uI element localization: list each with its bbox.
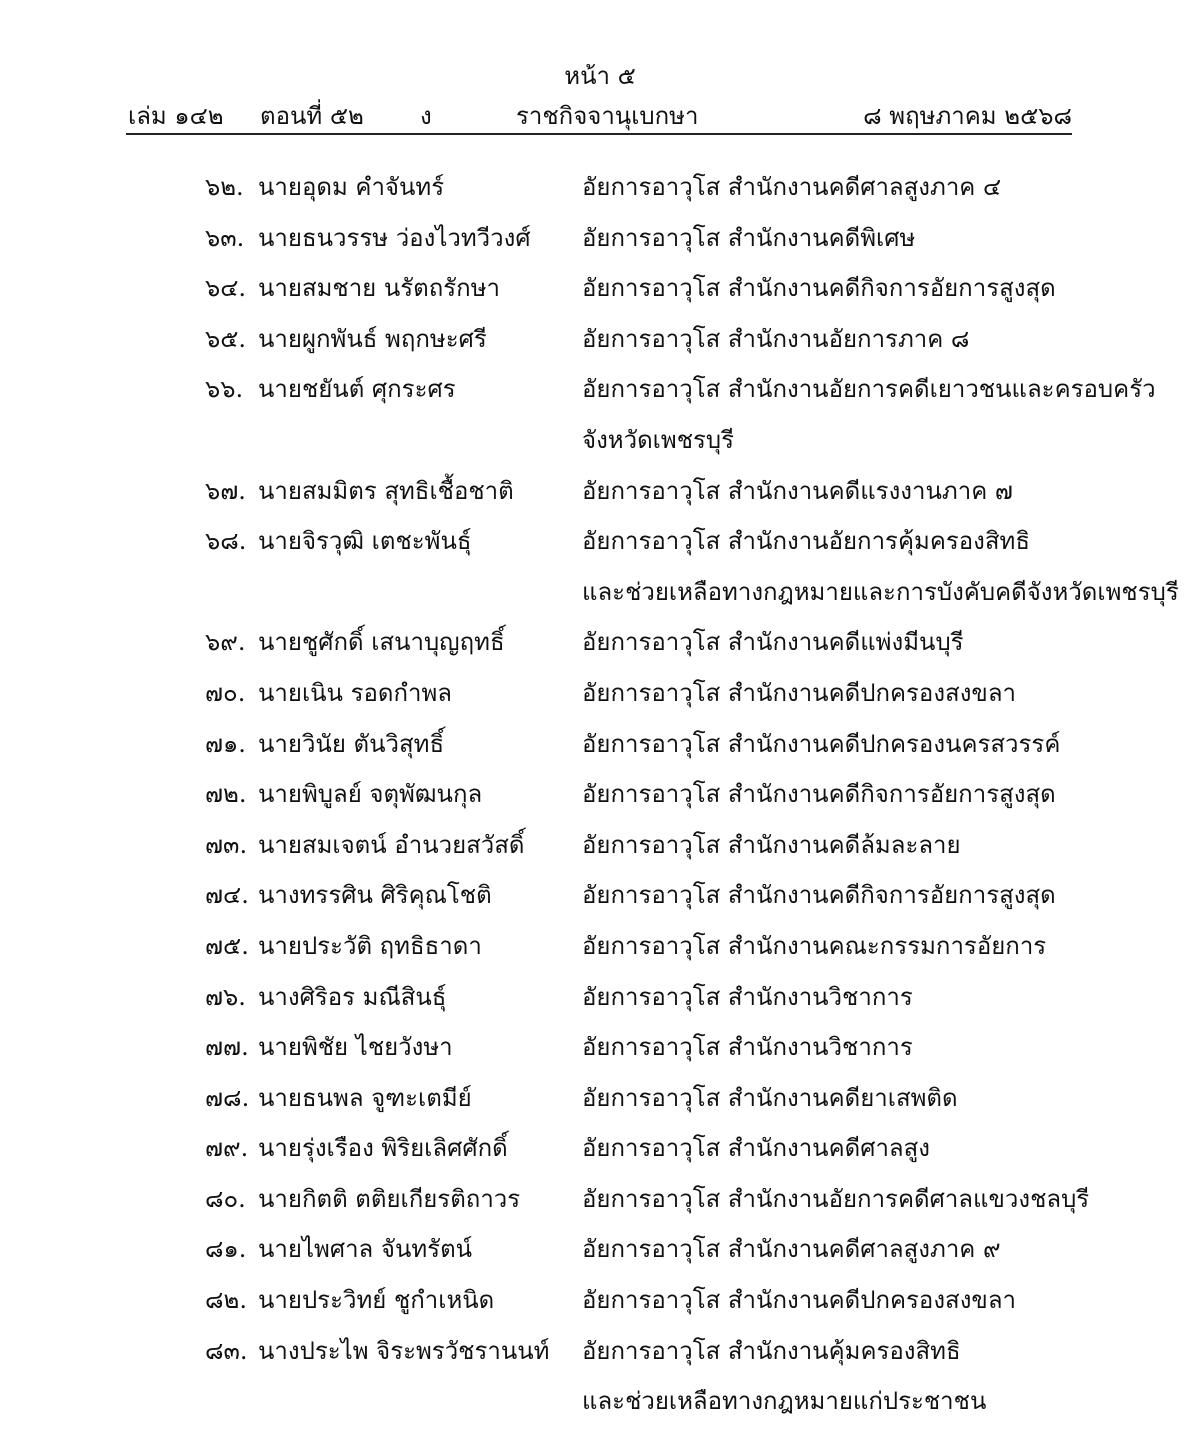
- entry-number: ๗๑.: [205, 729, 246, 758]
- person-name: นางประไพ จิระพรวัชรานนท์: [258, 1336, 550, 1365]
- list-item: [0, 921, 1200, 972]
- position-line: อัยการอาวุโส สำนักงานคดีกิจการอัยการสูงสุด: [582, 881, 1056, 910]
- entry-number: ๘๐.: [205, 1184, 246, 1213]
- position-line: และช่วยเหลือทางกฎหมายแก่ประชาชน: [582, 1387, 987, 1416]
- entry-number: ๖๕.: [205, 324, 247, 353]
- list-item: [0, 972, 1200, 1023]
- position-line: อัยการอาวุโส สำนักงานคดีกิจการอัยการสูงสุด: [582, 274, 1056, 303]
- list-item: [0, 617, 1200, 668]
- entry-number: ๖๒.: [205, 173, 244, 201]
- position-line: อัยการอาวุโส สำนักงานอัยการคดีเยาวชนและครอบครัว: [582, 375, 1156, 404]
- list-item: [0, 314, 1200, 365]
- list-item: [0, 263, 1200, 314]
- page-number: หน้า ๕: [564, 62, 636, 90]
- person-name: นายอุดม คำจันทร์: [258, 173, 445, 201]
- person-name: นายไพศาล จันทรัตน์: [258, 1235, 473, 1264]
- entry-number: ๗๗.: [205, 1033, 249, 1062]
- person-name: นางศิริอร มณีสินธุ์: [258, 982, 447, 1011]
- entry-number: ๘๑.: [205, 1235, 247, 1264]
- person-name: นายสมมิตร สุทธิเชื้อชาติ: [258, 476, 514, 505]
- person-name: นายประวิทย์ ชูกำเหนิด: [258, 1286, 495, 1315]
- position-line: อัยการอาวุโส สำนักงานคดีปกครองสงขลา: [582, 678, 1017, 707]
- list-item: [0, 364, 1200, 465]
- person-name: นายสมชาย นรัตถรักษา: [258, 274, 501, 303]
- entry-number: ๘๓.: [205, 1336, 248, 1365]
- position-line: อัยการอาวุโส สำนักงานคดีศาลสูงภาค ๙: [582, 1235, 1001, 1264]
- position-line: อัยการอาวุโส สำนักงานคดีปกครองนครสวรรค์: [582, 729, 1061, 758]
- position-line: อัยการอาวุโส สำนักงานคดีศาลสูง: [582, 1134, 930, 1163]
- position-line: อัยการอาวุโส สำนักงานคดีปกครองสงขลา: [582, 1286, 1017, 1315]
- position-line: จังหวัดเพชรบุรี: [582, 425, 734, 454]
- header-rule: [126, 133, 1072, 135]
- list-item: [0, 1174, 1200, 1225]
- person-name: นายชูศักดิ์ เสนาบุญฤทธิ์: [258, 628, 505, 657]
- entry-number: ๗๖.: [205, 982, 246, 1011]
- entry-number: ๗๒.: [205, 780, 247, 809]
- entry-number: ๖๔.: [205, 274, 247, 303]
- list-item: [0, 870, 1200, 921]
- section-label: ง: [420, 102, 432, 130]
- person-name: นางทรรศิน ศิริคุณโชติ: [258, 881, 492, 910]
- person-name: นายผูกพันธ์ พฤกษะศรี: [258, 324, 487, 353]
- person-name: นายเนิน รอดกำพล: [258, 678, 453, 707]
- position-line: อัยการอาวุโส สำนักงานคุ้มครองสิทธิ: [582, 1336, 961, 1365]
- position-line: อัยการอาวุโส สำนักงานวิชาการ: [582, 1033, 913, 1062]
- list-item: [0, 1275, 1200, 1326]
- entry-number: ๖๖.: [205, 375, 244, 404]
- person-name: นายวินัย ตันวิสุทธิ์: [258, 729, 445, 758]
- list-item: [0, 162, 1200, 213]
- entry-number: ๗๔.: [205, 881, 249, 910]
- position-line: อัยการอาวุโส สำนักงานคดีแรงงานภาค ๗: [582, 476, 1013, 505]
- position-line: อัยการอาวุโส สำนักงานอัยการภาค ๘: [582, 324, 970, 353]
- person-name: นายพิบูลย์ จตุพัฒนกุล: [258, 780, 483, 809]
- list-item: [0, 769, 1200, 820]
- list-item: [0, 1326, 1200, 1427]
- position-line: อัยการอาวุโส สำนักงานคดีล้มละลาย: [582, 830, 961, 859]
- position-line: อัยการอาวุโส สำนักงานคณะกรรมการอัยการ: [582, 931, 1047, 960]
- entry-number: ๖๙.: [205, 628, 246, 657]
- list-item: [0, 668, 1200, 719]
- position-line: อัยการอาวุโส สำนักงานอัยการคุ้มครองสิทธิ: [582, 527, 1031, 556]
- entry-number: ๗๐.: [205, 678, 246, 707]
- position-line: อัยการอาวุโส สำนักงานอัยการคดีศาลแขวงชลบุรี: [582, 1184, 1090, 1213]
- position-line: อัยการอาวุโส สำนักงานคดีพิเศษ: [582, 223, 916, 252]
- list-item: [0, 1022, 1200, 1073]
- list-item: [0, 1123, 1200, 1174]
- entry-number: ๖๘.: [205, 527, 247, 556]
- position-line: อัยการอาวุโส สำนักงานคดีศาลสูงภาค ๔: [582, 173, 1002, 201]
- person-name: นายชยันต์ ศุกระศร: [258, 375, 456, 404]
- entry-number: ๗๙.: [205, 1134, 249, 1163]
- person-name: นายรุ่งเรือง พิริยเลิศศักดิ์: [258, 1134, 508, 1163]
- entry-number: ๗๘.: [205, 1083, 250, 1112]
- gazette-header: [128, 96, 1072, 136]
- person-name: นายสมเจตน์ อำนวยสวัสดิ์: [258, 830, 525, 859]
- list-item: [0, 820, 1200, 871]
- issue-label: ตอนที่ ๕๒: [260, 102, 364, 130]
- person-name: นายจิรวุฒิ เตชะพันธุ์: [258, 527, 472, 556]
- appointment-list: [0, 162, 1200, 1427]
- volume-label: เล่ม ๑๔๒: [128, 102, 224, 130]
- list-item: [0, 516, 1200, 617]
- publication-date: ๘ พฤษภาคม ๒๕๖๘: [863, 102, 1072, 130]
- gazette-title: ราชกิจจานุเบกษา: [516, 102, 699, 130]
- list-item: [0, 1073, 1200, 1124]
- entry-number: ๖๗.: [205, 476, 246, 505]
- entry-number: ๗๕.: [205, 931, 249, 960]
- list-item: [0, 1224, 1200, 1275]
- list-item: [0, 466, 1200, 517]
- position-line: อัยการอาวุโส สำนักงานคดีแพ่งมีนบุรี: [582, 628, 964, 657]
- entry-number: ๘๒.: [205, 1286, 247, 1315]
- position-line: อัยการอาวุโส สำนักงานคดีกิจการอัยการสูงสุด: [582, 780, 1056, 809]
- person-name: นายกิตติ ตติยเกียรติถาวร: [258, 1184, 521, 1213]
- position-line: และช่วยเหลือทางกฎหมายและการบังคับคดีจังหวัดเพชรบุรี: [582, 577, 1179, 606]
- person-name: นายประวัติ ฤทธิธาดา: [258, 931, 482, 960]
- person-name: นายพิชัย ไชยวังษา: [258, 1033, 453, 1062]
- person-name: นายธนวรรษ ว่องไวทวีวงศ์: [258, 223, 531, 252]
- position-line: อัยการอาวุโส สำนักงานคดียาเสพติด: [582, 1083, 958, 1112]
- person-name: นายธนพล จูฑะเตมีย์: [258, 1083, 472, 1112]
- list-item: [0, 719, 1200, 770]
- entry-number: ๖๓.: [205, 223, 245, 252]
- entry-number: ๗๓.: [205, 830, 248, 859]
- list-item: [0, 213, 1200, 264]
- position-line: อัยการอาวุโส สำนักงานวิชาการ: [582, 982, 913, 1011]
